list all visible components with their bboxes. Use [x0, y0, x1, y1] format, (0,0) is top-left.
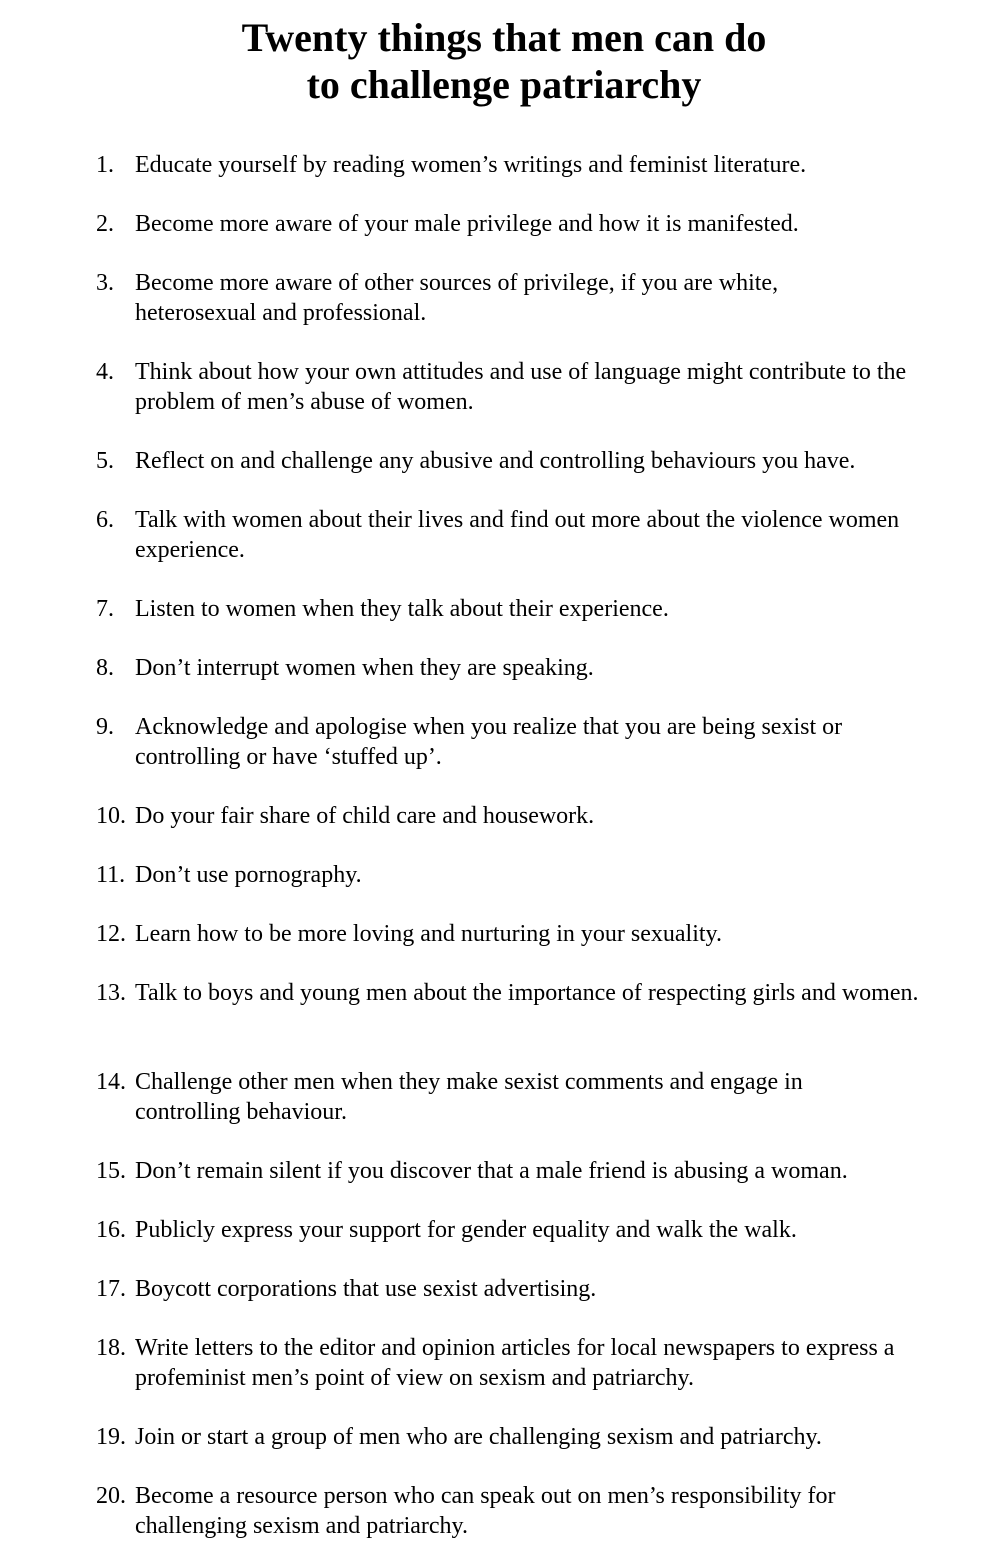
item-number: 11. [96, 862, 126, 888]
item-text: Become more aware of other sources of privilege, if you are white, heterosexual and professional. [135, 270, 779, 326]
list-item [96, 1067, 976, 1127]
item-text: Don’t interrupt women when they are speaking. [135, 655, 594, 681]
item-text: Don’t use pornography. [135, 862, 362, 888]
list-item [96, 268, 976, 328]
item-text: Write letters to the editor and opinion articles for local newspapers to express a profeminist men’s point of view on sexism and patriarchy. [135, 1335, 895, 1391]
list-item [96, 446, 976, 476]
list-item [96, 860, 976, 890]
list-item [96, 1481, 976, 1541]
list-item [96, 801, 976, 831]
item-number: 16. [96, 1217, 126, 1243]
item-number: 10. [96, 803, 126, 829]
list-item [96, 1274, 976, 1304]
item-number: 2. [96, 211, 114, 237]
item-text: Listen to women when they talk about their experience. [135, 596, 669, 622]
item-number: 6. [96, 507, 114, 533]
item-number: 3. [96, 270, 114, 296]
item-text: Educate yourself by reading women’s writings and feminist literature. [135, 152, 807, 178]
item-text: Talk with women about their lives and find out more about the violence women experience. [135, 507, 900, 563]
item-number: 12. [96, 921, 126, 947]
item-number: 13. [96, 980, 126, 1006]
list-item [96, 1422, 976, 1452]
list-item [96, 209, 976, 239]
item-text: Boycott corporations that use sexist advertising. [135, 1276, 597, 1302]
item-text: Do your fair share of child care and housework. [135, 803, 595, 829]
item-number: 17. [96, 1276, 126, 1302]
item-text: Publicly express your support for gender equality and walk the walk. [135, 1217, 797, 1243]
list-item [96, 1215, 976, 1245]
list-item [96, 653, 976, 683]
item-text: Join or start a group of men who are challenging sexism and patriarchy. [135, 1424, 822, 1450]
list-item [96, 1333, 976, 1393]
item-text: Acknowledge and apologise when you realize that you are being sexist or controlling or have ‘stuffed up’. [135, 714, 843, 770]
page-title [0, 14, 992, 108]
list-item [96, 357, 976, 417]
item-text: Don’t remain silent if you discover that a male friend is abusing a woman. [135, 1158, 848, 1184]
item-text: Challenge other men when they make sexist comments and engage in controlling behaviour. [135, 1069, 803, 1125]
item-text: Talk to boys and young men about the importance of respecting girls and women. [135, 980, 919, 1006]
item-text: Reflect on and challenge any abusive and controlling behaviours you have. [135, 448, 856, 474]
item-number: 8. [96, 655, 114, 681]
item-number: 9. [96, 714, 114, 740]
item-number: 4. [96, 359, 114, 385]
list-item [96, 978, 976, 1008]
item-number: 20. [96, 1483, 126, 1509]
item-number: 19. [96, 1424, 126, 1450]
title-line-1: Twenty things that men can do [241, 15, 767, 60]
item-text: Think about how your own attitudes and use of language might contribute to the problem of men’s abuse of women. [135, 359, 907, 415]
list-item [96, 919, 976, 949]
item-text: Learn how to be more loving and nurturing in your sexuality. [135, 921, 722, 947]
title-line-2: to challenge patriarchy [306, 62, 702, 107]
list-item [96, 1156, 976, 1186]
list-item [96, 712, 976, 772]
item-number: 5. [96, 448, 114, 474]
list-item [96, 505, 976, 565]
item-text: Become more aware of your male privilege and how it is manifested. [135, 211, 799, 237]
item-text: Become a resource person who can speak out on men’s responsibility for challenging sexism and patriarchy. [135, 1483, 836, 1539]
item-number: 18. [96, 1335, 126, 1361]
item-number: 14. [96, 1069, 126, 1095]
list-item [96, 594, 976, 624]
item-number: 15. [96, 1158, 126, 1184]
list-item [96, 150, 976, 180]
item-number: 7. [96, 596, 114, 622]
item-number: 1. [96, 152, 114, 178]
